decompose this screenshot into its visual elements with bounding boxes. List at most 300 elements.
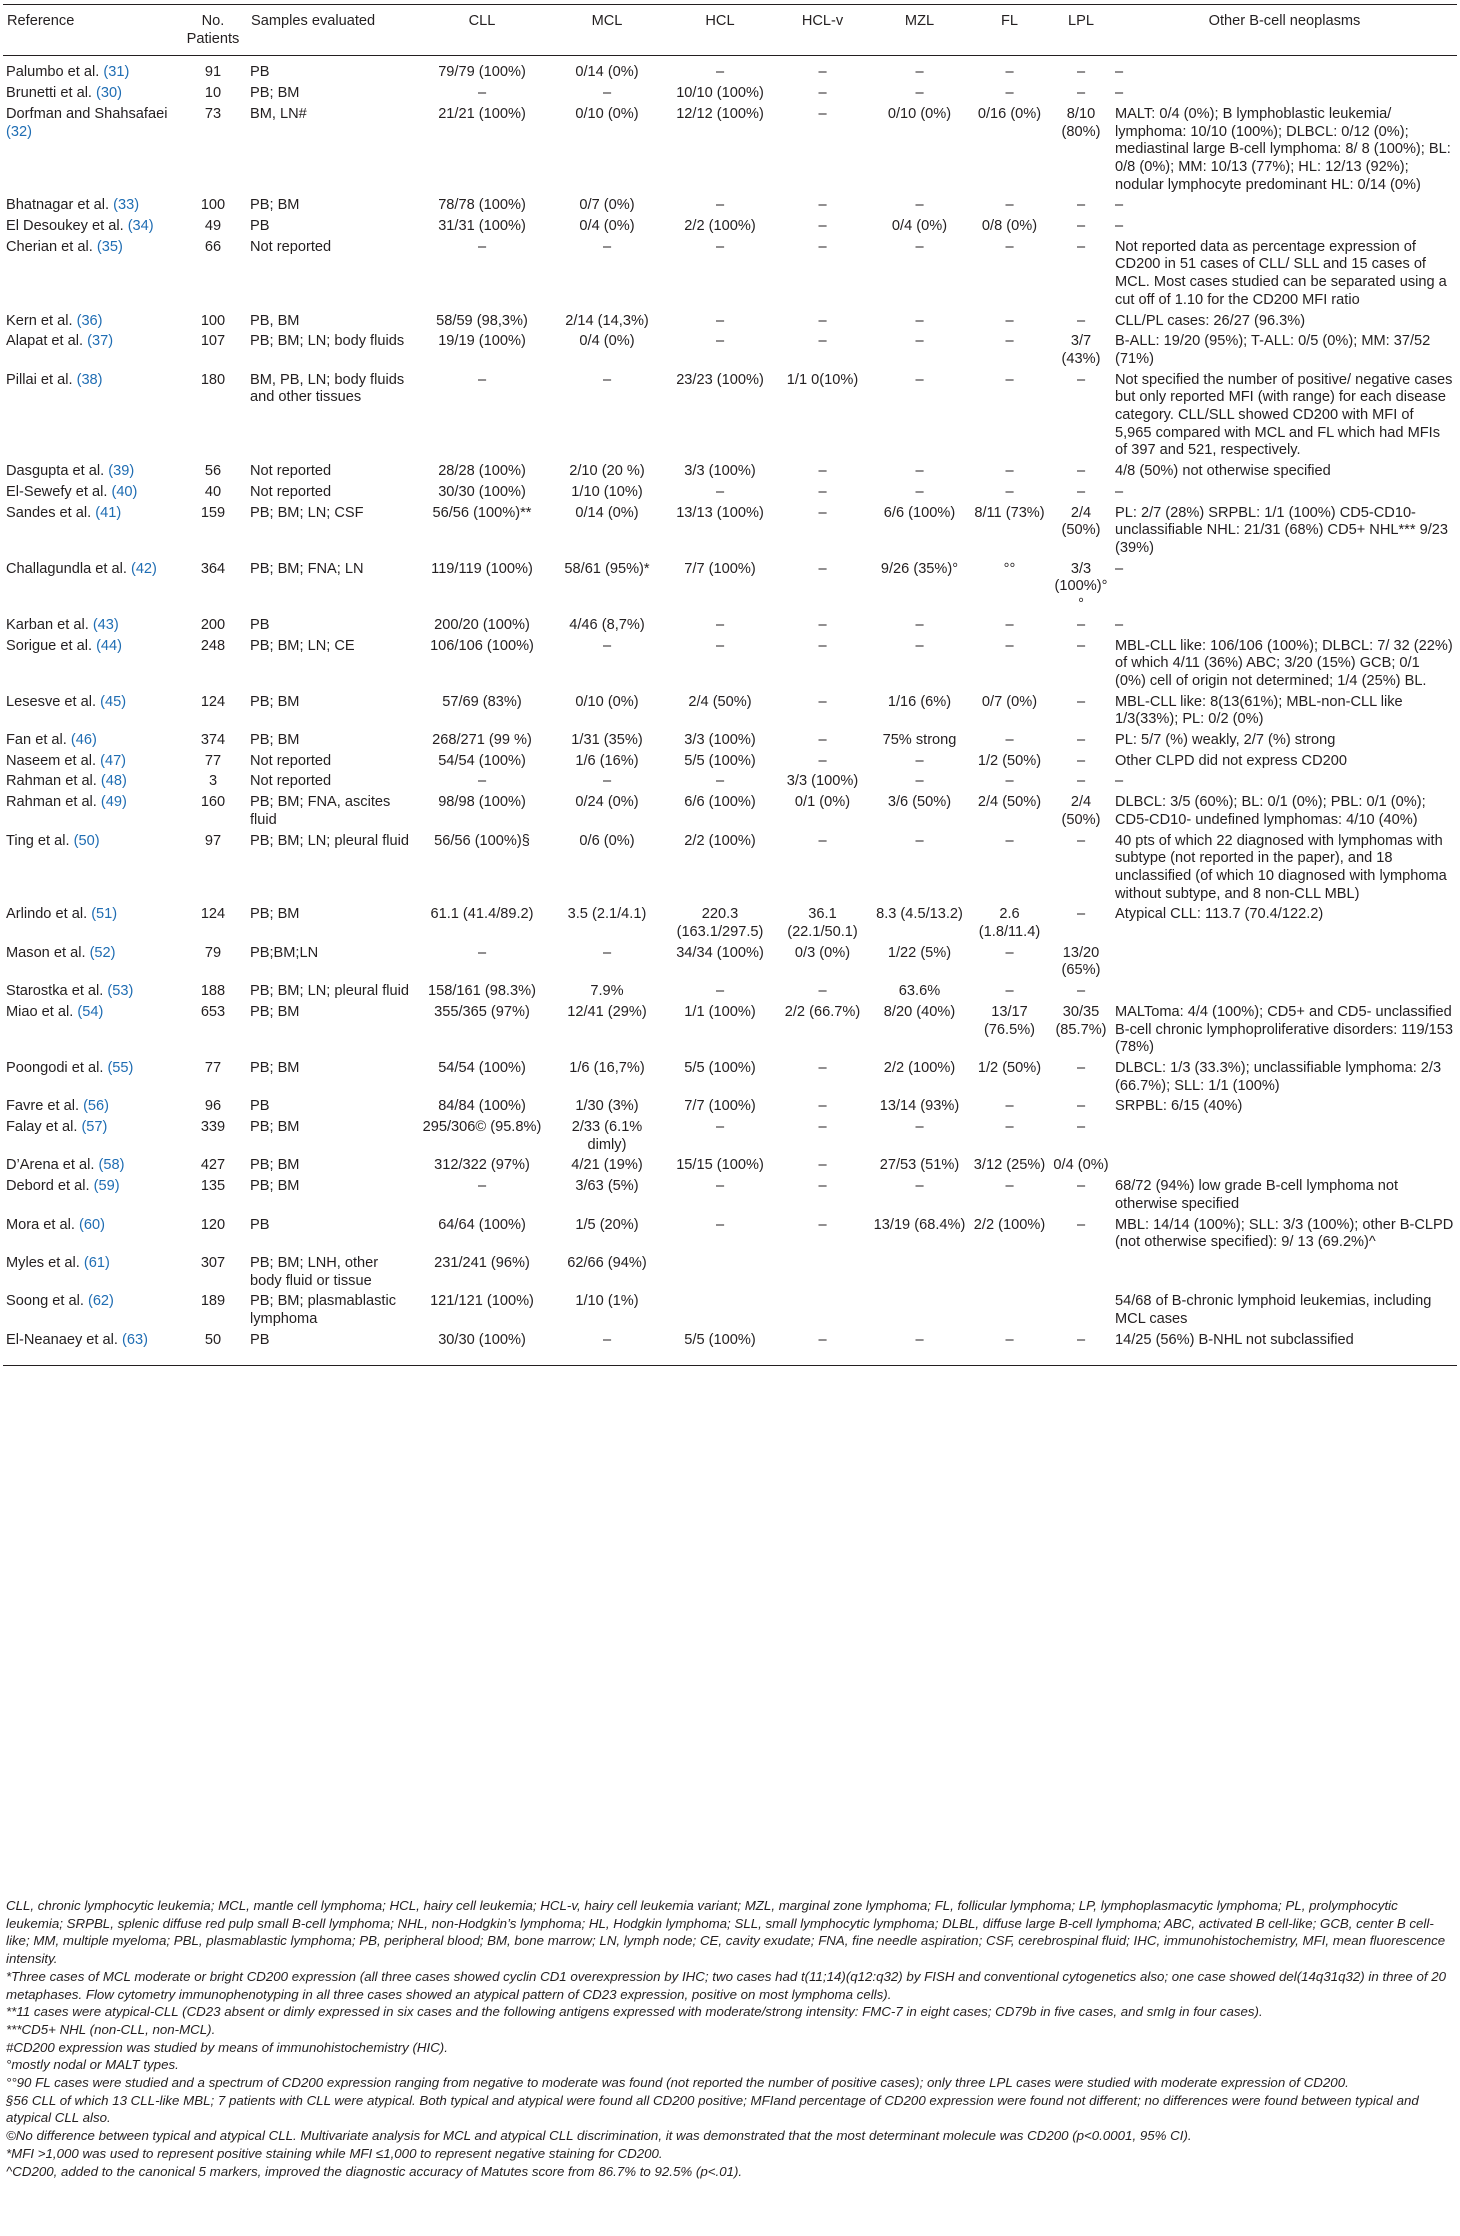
hcl-cell: –	[715, 983, 725, 1000]
lpl-cell: 3/7 (43%)	[1061, 333, 1101, 367]
reference-citation-link[interactable]: (46)	[70, 732, 97, 749]
other-cell: SRPBL: 6/15 (40%)	[1115, 1098, 1243, 1115]
no-patients-cell: 73	[204, 105, 222, 122]
hclv-cell: –	[818, 105, 827, 122]
hclv-cell: 1/1 0(10%)	[786, 371, 859, 388]
cll-cell: –	[477, 238, 487, 255]
reference-author: Palumbo et al.	[6, 64, 104, 81]
cll-cell: 78/78 (100%)	[438, 197, 526, 214]
mzl-cell: 63.6%	[898, 983, 941, 1000]
hclv-cell: –	[818, 752, 827, 769]
reference-cell	[3, 1255, 179, 1293]
hclv-cell: –	[818, 1059, 827, 1076]
mzl-cell: –	[915, 1119, 924, 1136]
other-cell: –	[1115, 218, 1124, 235]
lpl-cell	[1050, 1255, 1112, 1293]
other-cell: –	[1115, 64, 1124, 81]
reference-citation-link[interactable]: (31)	[103, 64, 130, 81]
reference-author: Ting et al.	[6, 832, 74, 849]
fl-cell: –	[1005, 832, 1014, 849]
mcl-cell: 0/10 (0%)	[575, 105, 639, 122]
reference-author: Challagundla et al.	[6, 560, 131, 577]
no-patients-cell: 96	[204, 1098, 222, 1115]
samples-cell: PB; BM; plasmablastic lymphoma	[250, 1293, 396, 1328]
mcl-cell: 1/6 (16%)	[575, 752, 639, 769]
other-cell: MBL-CLL like: 8(13(61%); MBL-non-CLL like 1/3(33%); PL: 0/2 (0%)	[1115, 693, 1403, 728]
reference-citation-link[interactable]: (37)	[87, 333, 114, 350]
reference-cell	[3, 1217, 179, 1255]
hclv-cell	[775, 1293, 870, 1331]
no-patients-cell: 50	[204, 1331, 222, 1348]
mcl-cell: 3.5 (2.1/4.1)	[567, 906, 647, 923]
footnote: **11 cases were atypical-CLL (CD23 absent or dimly expressed in six cases and the following antigens expressed with moderate/strong intensity: FMC-7 in eight cases; CD79b in five cases, and smIg in four cases).	[6, 2004, 1263, 2020]
footnote: #CD200 expression was studied by means of immunohistochemistry (HIC).	[6, 2039, 448, 2055]
samples-cell: PB; BM; LNH, other body fluid or tissue	[250, 1255, 379, 1289]
mzl-cell: 13/14 (93%)	[879, 1098, 960, 1115]
other-cell: Atypical CLL: 113.7 (70.4/122.2)	[1115, 906, 1324, 923]
lpl-cell: –	[1076, 906, 1086, 923]
no-patients-cell: 160	[200, 794, 226, 811]
lpl-cell: 2/4 (50%)	[1061, 504, 1101, 539]
table-row	[3, 197, 1457, 218]
fl-cell: –	[1005, 944, 1014, 961]
hclv-cell: –	[818, 693, 827, 710]
hclv-cell: –	[818, 312, 827, 329]
table-row	[3, 1119, 1457, 1157]
reference-citation-link[interactable]: (48)	[100, 773, 127, 790]
hclv-cell	[775, 1255, 870, 1293]
no-patients-cell: 364	[200, 560, 226, 577]
hclv-cell: –	[818, 238, 827, 255]
fl-cell: –	[1005, 1098, 1014, 1115]
mzl-cell: 8/20 (40%)	[883, 1003, 956, 1020]
reference-cell	[3, 313, 179, 334]
reference-cell	[3, 773, 179, 794]
mzl-cell: 1/22 (5%)	[887, 944, 952, 961]
reference-cell	[3, 732, 179, 753]
table-row	[3, 794, 1457, 832]
reference-citation-link[interactable]: (50)	[73, 832, 100, 849]
mcl-cell: 1/10 (10%)	[571, 483, 643, 500]
lpl-cell: –	[1076, 983, 1086, 1000]
no-patients-cell: 40	[204, 483, 222, 500]
reference-cell	[3, 218, 179, 239]
cll-cell: 58/59 (98,3%)	[436, 312, 528, 329]
reference-citation-link[interactable]: (59)	[93, 1178, 120, 1195]
header-mcl: MCL	[549, 5, 665, 56]
reference-cell	[3, 945, 179, 983]
reference-citation-link[interactable]: (35)	[96, 238, 123, 255]
mzl-cell: –	[915, 752, 924, 769]
header-hclv: HCL-v	[775, 5, 870, 56]
samples-cell: PB	[250, 64, 270, 81]
table-row	[3, 773, 1457, 794]
table-row	[3, 638, 1457, 694]
fl-cell: 8/11 (73%)	[974, 504, 1045, 521]
fl-cell: –	[1005, 333, 1014, 350]
hclv-cell: 2/2 (66.7%)	[784, 1003, 861, 1020]
reference-citation-link[interactable]: (45)	[100, 693, 127, 710]
reference-cell	[3, 197, 179, 218]
other-cell: –	[1115, 85, 1124, 102]
hclv-cell: –	[818, 64, 827, 81]
mcl-cell: 0/7 (0%)	[579, 197, 635, 214]
cll-cell: 31/31 (100%)	[438, 218, 526, 235]
mcl-cell: 1/30 (3%)	[575, 1098, 639, 1115]
hcl-cell	[665, 1255, 775, 1293]
samples-cell: PB; BM	[250, 1157, 300, 1174]
lpl-cell: 0/4 (0%)	[1053, 1157, 1109, 1174]
mcl-cell: 1/6 (16,7%)	[569, 1059, 645, 1076]
reference-citation-link[interactable]: (58)	[98, 1157, 125, 1174]
footnote: ^CD200, added to the canonical 5 markers, improved the diagnostic accuracy of Matutes score from 86.7% to 92.5% (p<.01).	[6, 2163, 743, 2179]
hclv-cell: –	[818, 1178, 827, 1195]
reference-author: Starostka et al.	[6, 983, 108, 1000]
reference-author: Rahman et al.	[6, 773, 101, 790]
reference-citation-link[interactable]: (42)	[130, 560, 157, 577]
other-cell: Not specified the number of positive/ negative cases but only reported MFI (with range) for each disease category. CLL/SLL showed CD200 with MFI of 5,965 compared with MCL and FL which had MFIs of 397 and 521, respectively.	[1115, 371, 1453, 459]
reference-citation-link[interactable]: (62)	[87, 1293, 114, 1310]
hclv-cell: –	[818, 832, 827, 849]
cll-cell: –	[477, 773, 487, 790]
reference-citation-link[interactable]: (53)	[107, 983, 134, 1000]
table-row	[3, 833, 1457, 907]
table-row	[3, 945, 1457, 983]
mcl-cell: –	[602, 371, 612, 388]
hcl-cell: –	[715, 238, 725, 255]
hclv-cell: 0/3 (0%)	[794, 944, 851, 961]
header-reference: Reference	[3, 5, 179, 56]
samples-cell: PB; BM	[250, 1178, 300, 1195]
no-patients-cell: 77	[204, 752, 222, 769]
lpl-cell: –	[1076, 463, 1086, 480]
reference-citation-link[interactable]: (52)	[89, 944, 116, 961]
reference-citation-link[interactable]: (49)	[100, 794, 127, 811]
reference-citation-link[interactable]: (44)	[96, 637, 123, 654]
hcl-cell: –	[715, 197, 725, 214]
reference-cell	[3, 484, 179, 505]
fl-cell: –	[1005, 238, 1014, 255]
lpl-cell: –	[1076, 637, 1086, 654]
samples-cell: PB	[250, 616, 270, 633]
reference-citation-link[interactable]: (47)	[100, 752, 127, 769]
lpl-cell: –	[1076, 218, 1086, 235]
other-cell: CLL/PL cases: 26/27 (96.3%)	[1115, 312, 1306, 329]
table-row	[3, 1332, 1457, 1365]
mcl-cell: 1/10 (1%)	[575, 1293, 639, 1310]
reference-cell	[3, 1293, 179, 1331]
cll-cell: 295/306© (95.8%)	[422, 1119, 542, 1136]
header-other: Other B-cell neoplasms	[1112, 5, 1457, 56]
table-row	[3, 1098, 1457, 1119]
reference-citation-link[interactable]: (30)	[96, 85, 122, 102]
cll-cell: 64/64 (100%)	[438, 1216, 526, 1233]
footnote: *MFI >1,000 was used to represent positive staining while MFI ≤1,000 to represent negative staining for CD200.	[6, 2145, 663, 2161]
mcl-cell: 58/61 (95%)*	[564, 560, 650, 577]
table-header-row	[3, 5, 1457, 56]
other-cell: 14/25 (56%) B-NHL not subclassified	[1115, 1331, 1354, 1348]
hclv-cell: –	[818, 218, 827, 235]
other-cell: MALT: 0/4 (0%); B lymphoblastic leukemia/ lymphoma: 10/10 (100%); DLBCL: 0/12 (0%); mediastinal large B-cell lymphoma: 8/ 8 (100%); BL: 0/8 (0%); MM: 10/13 (77%); HL: 12/13 (92%); nodular lymphocyte predominant HL: 0/14 (0%)	[1115, 105, 1451, 193]
fl-cell: 2/4 (50%)	[977, 794, 1042, 811]
samples-cell: Not reported	[250, 483, 332, 500]
hcl-cell: 10/10 (100%)	[676, 85, 764, 102]
no-patients-cell: 49	[204, 218, 222, 235]
reference-author: El-Sewefy et al.	[6, 483, 112, 500]
table-row	[3, 906, 1457, 944]
hclv-cell: –	[818, 463, 827, 480]
reference-cell	[3, 561, 179, 617]
mcl-cell: 0/14 (0%)	[575, 64, 639, 81]
no-patients-cell: 79	[204, 944, 222, 961]
no-patients-cell: 56	[204, 463, 222, 480]
samples-cell: PB; BM	[250, 1119, 300, 1136]
footnote: *Three cases of MCL moderate or bright CD200 expression (all three cases showed cyclin CD1 overexpression by IHC; two cases had t(11;14)(q12:q32) by FISH and conventional cytogenetics also; one case showed del(14q31q32) in three of 20 metaphases. Flow cytometry immunophenotyping in all three cases showed an atypical pattern of CD23 expression, positive on most lymphoma cells).	[6, 1968, 1447, 2002]
fl-cell: –	[1005, 732, 1014, 749]
hcl-cell: 220.3 (163.1/297.5)	[676, 906, 764, 941]
hcl-cell: –	[715, 1216, 725, 1233]
reference-author: Naseem et al.	[6, 752, 101, 769]
other-cell	[1112, 983, 1457, 1004]
reference-author: Karban et al.	[6, 616, 93, 633]
cll-cell: 200/20 (100%)	[434, 616, 530, 633]
lpl-cell: 8/10 (80%)	[1061, 105, 1101, 140]
table-row	[3, 218, 1457, 239]
reference-cell	[3, 1004, 179, 1060]
reference-author: Mora et al.	[6, 1216, 79, 1233]
samples-cell: PB;BM;LN	[250, 944, 319, 961]
mzl-cell: 8.3 (4.5/13.2)	[876, 906, 963, 923]
header-mzl: MZL	[870, 5, 969, 56]
cll-cell: 84/84 (100%)	[438, 1098, 526, 1115]
mzl-cell: 27/53 (51%)	[879, 1157, 960, 1174]
reference-cell	[3, 833, 179, 907]
reference-citation-link[interactable]: (39)	[108, 463, 135, 480]
mzl-cell: 0/4 (0%)	[891, 218, 948, 235]
header-cll: CLL	[415, 5, 549, 56]
reference-author: Alapat et al.	[6, 333, 88, 350]
reference-author: D’Arena et al.	[6, 1157, 99, 1174]
reference-citation-link[interactable]: (40)	[111, 483, 138, 500]
other-cell: MBL: 14/14 (100%); SLL: 3/3 (100%); other B-CLPD (not otherwise specified): 9/ 13 (69.2%)^	[1115, 1216, 1454, 1251]
no-patients-cell: 10	[204, 85, 222, 102]
samples-cell: PB	[250, 1098, 270, 1115]
samples-cell: PB; BM	[250, 906, 300, 923]
hclv-cell: –	[818, 1098, 827, 1115]
mzl-cell: –	[915, 64, 924, 81]
reference-cell	[3, 983, 179, 1004]
no-patients-cell: 307	[200, 1255, 226, 1271]
reference-author: El Desoukey et al.	[6, 218, 128, 235]
fl-cell: –	[1005, 773, 1014, 790]
mcl-cell: 2/10 (20 %)	[569, 463, 645, 480]
lpl-cell: 2/4 (50%)	[1061, 794, 1101, 828]
reference-citation-link[interactable]: (60)	[79, 1216, 105, 1233]
table-row	[3, 732, 1457, 753]
table-row	[3, 313, 1457, 334]
mcl-cell: –	[602, 773, 612, 790]
reference-citation-link[interactable]: (61)	[83, 1255, 110, 1271]
reference-citation-link[interactable]: (32)	[6, 123, 32, 140]
lpl-cell: –	[1076, 483, 1086, 500]
hclv-cell: –	[818, 483, 827, 500]
hcl-cell: –	[715, 1119, 725, 1136]
reference-author: Lesesve et al.	[6, 693, 101, 710]
hcl-cell: –	[715, 64, 725, 81]
no-patients-cell: 100	[200, 312, 226, 329]
samples-cell: Not reported	[250, 463, 332, 480]
reference-citation-link[interactable]: (55)	[107, 1059, 134, 1076]
table-row	[3, 1157, 1457, 1178]
header-fl: FL	[969, 5, 1050, 56]
samples-cell: PB; BM; FNA, ascites fluid	[250, 794, 391, 828]
samples-cell: PB; BM	[250, 197, 300, 214]
mcl-cell: 3/63 (5%)	[575, 1178, 639, 1195]
lpl-cell	[1050, 1293, 1112, 1331]
reference-author: Miao et al.	[6, 1003, 78, 1020]
mzl-cell	[870, 1293, 969, 1331]
lpl-cell: –	[1076, 197, 1086, 214]
no-patients-cell: 188	[200, 983, 226, 1000]
mcl-cell: 4/21 (19%)	[571, 1157, 643, 1174]
cll-cell: 355/365 (97%)	[434, 1003, 530, 1020]
reference-citation-link[interactable]: (51)	[91, 906, 118, 923]
cll-cell: 231/241 (96%)	[434, 1255, 530, 1271]
table-row	[3, 561, 1457, 617]
header-no-patients: No. Patients	[179, 5, 247, 56]
reference-author: Debord et al.	[6, 1178, 94, 1195]
reference-cell	[3, 239, 179, 313]
fl-cell: –	[1005, 616, 1014, 633]
reference-citation-link[interactable]: (57)	[81, 1119, 108, 1136]
reference-citation-link[interactable]: (38)	[76, 371, 103, 388]
mzl-cell: –	[915, 463, 924, 480]
mcl-cell: 62/66 (94%)	[567, 1255, 647, 1271]
hcl-cell: 15/15 (100%)	[676, 1157, 764, 1174]
lpl-cell: –	[1076, 371, 1086, 388]
table-row	[3, 1217, 1457, 1255]
samples-cell: PB	[250, 1331, 270, 1348]
reference-citation-link[interactable]: (56)	[83, 1098, 110, 1115]
samples-cell: PB; BM; LN; pleural fluid	[250, 832, 409, 849]
reference-cell	[3, 1098, 179, 1119]
other-cell: –	[1115, 197, 1124, 214]
mzl-cell: –	[915, 1178, 924, 1195]
mcl-cell: –	[602, 85, 612, 102]
hclv-cell: –	[818, 85, 827, 102]
hclv-cell: –	[818, 983, 827, 1000]
no-patients-cell: 120	[200, 1216, 226, 1233]
mcl-cell: 2/14 (14,3%)	[565, 312, 649, 329]
reference-author: Sorigue et al.	[6, 637, 97, 654]
table-row	[3, 372, 1457, 464]
fl-cell: –	[1005, 483, 1014, 500]
reference-citation-link[interactable]: (36)	[76, 312, 103, 329]
mzl-cell: –	[915, 371, 924, 388]
no-patients-cell: 248	[200, 637, 226, 654]
hcl-cell: 12/12 (100%)	[676, 105, 764, 122]
no-patients-cell: 91	[204, 64, 222, 81]
lpl-cell: –	[1076, 238, 1086, 255]
fl-cell: –	[1005, 1178, 1014, 1195]
lpl-cell: –	[1076, 64, 1086, 81]
mzl-cell: –	[915, 238, 924, 255]
mzl-cell: –	[915, 85, 924, 102]
hclv-cell: –	[818, 1331, 827, 1348]
lpl-cell: –	[1076, 752, 1086, 769]
no-patients-cell: 200	[200, 616, 226, 633]
mcl-cell: 0/6 (0%)	[579, 832, 635, 849]
reference-author: Arlindo et al.	[6, 906, 92, 923]
other-cell: B-ALL: 19/20 (95%); T-ALL: 0/5 (0%); MM: 37/52 (71%)	[1115, 333, 1431, 367]
other-cell: PL: 2/7 (28%) SRPBL: 1/1 (100%) CD5-CD10- unclassifiable NHL: 21/31 (68%) CD5+ NHL*** 9/23 (39%)	[1115, 504, 1448, 556]
reference-author: Kern et al.	[6, 312, 77, 329]
fl-cell: 3/12 (25%)	[973, 1157, 1046, 1174]
mzl-cell: 2/2 (100%)	[883, 1059, 956, 1076]
reference-citation-link[interactable]: (41)	[95, 504, 122, 521]
reference-citation-link[interactable]: (63)	[122, 1331, 148, 1348]
hcl-cell: 13/13 (100%)	[676, 504, 764, 521]
reference-author: Myles et al.	[6, 1255, 84, 1271]
reference-cell	[3, 1178, 179, 1216]
mzl-cell: –	[915, 637, 924, 654]
samples-cell: Not reported	[250, 773, 332, 790]
reference-citation-link[interactable]: (34)	[127, 218, 154, 235]
lpl-cell: –	[1076, 1178, 1086, 1195]
reference-citation-link[interactable]: (43)	[92, 616, 119, 633]
reference-citation-link[interactable]: (54)	[77, 1003, 104, 1020]
reference-cell	[3, 753, 179, 774]
fl-cell: –	[1005, 1119, 1014, 1136]
table-row	[3, 694, 1457, 732]
lpl-cell: –	[1076, 1216, 1086, 1233]
cd200-studies-table	[3, 4, 1457, 1366]
fl-cell: °°	[1003, 560, 1016, 577]
reference-citation-link[interactable]: (33)	[113, 197, 140, 214]
cll-cell: 19/19 (100%)	[438, 333, 526, 350]
samples-cell: PB	[250, 218, 270, 235]
cll-cell: –	[477, 371, 487, 388]
mzl-cell: –	[915, 312, 924, 329]
other-cell: Not reported data as percentage expression of CD200 in 51 cases of CLL/ SLL and 15 cases of MCL. Most cases studied can be separated using a cut off of 1.10 for the CD200 MFI ratio	[1115, 238, 1447, 308]
fl-cell: –	[1005, 371, 1014, 388]
hcl-cell: 1/1 (100%)	[684, 1003, 756, 1020]
cll-cell: 30/30 (100%)	[438, 483, 526, 500]
mcl-cell: 7.9%	[590, 983, 624, 1000]
hcl-cell: –	[715, 616, 725, 633]
hclv-cell: –	[818, 197, 827, 214]
cll-cell: 121/121 (100%)	[430, 1293, 534, 1310]
other-cell: 68/72 (94%) low grade B-cell lymphoma not otherwise specified	[1115, 1178, 1399, 1212]
fl-cell: 1/2 (50%)	[977, 1059, 1042, 1076]
cll-cell: 98/98 (100%)	[438, 794, 526, 811]
hcl-cell: 2/2 (100%)	[684, 218, 756, 235]
hclv-cell: 36.1 (22.1/50.1)	[787, 906, 858, 941]
samples-cell: Not reported	[250, 752, 332, 769]
reference-cell	[3, 56, 179, 85]
samples-cell: PB; BM; FNA; LN	[250, 560, 364, 577]
mcl-cell: 0/4 (0%)	[579, 333, 635, 350]
reference-author: Dorfman and Shahsafaei	[6, 105, 168, 122]
table-row	[3, 1004, 1457, 1060]
mzl-cell: –	[915, 832, 924, 849]
reference-cell	[3, 617, 179, 638]
samples-cell: PB; BM	[250, 1059, 300, 1076]
table-row	[3, 239, 1457, 313]
other-cell: –	[1115, 773, 1124, 790]
table-row	[3, 106, 1457, 198]
lpl-cell: 3/3 (100%)°°	[1054, 560, 1108, 613]
